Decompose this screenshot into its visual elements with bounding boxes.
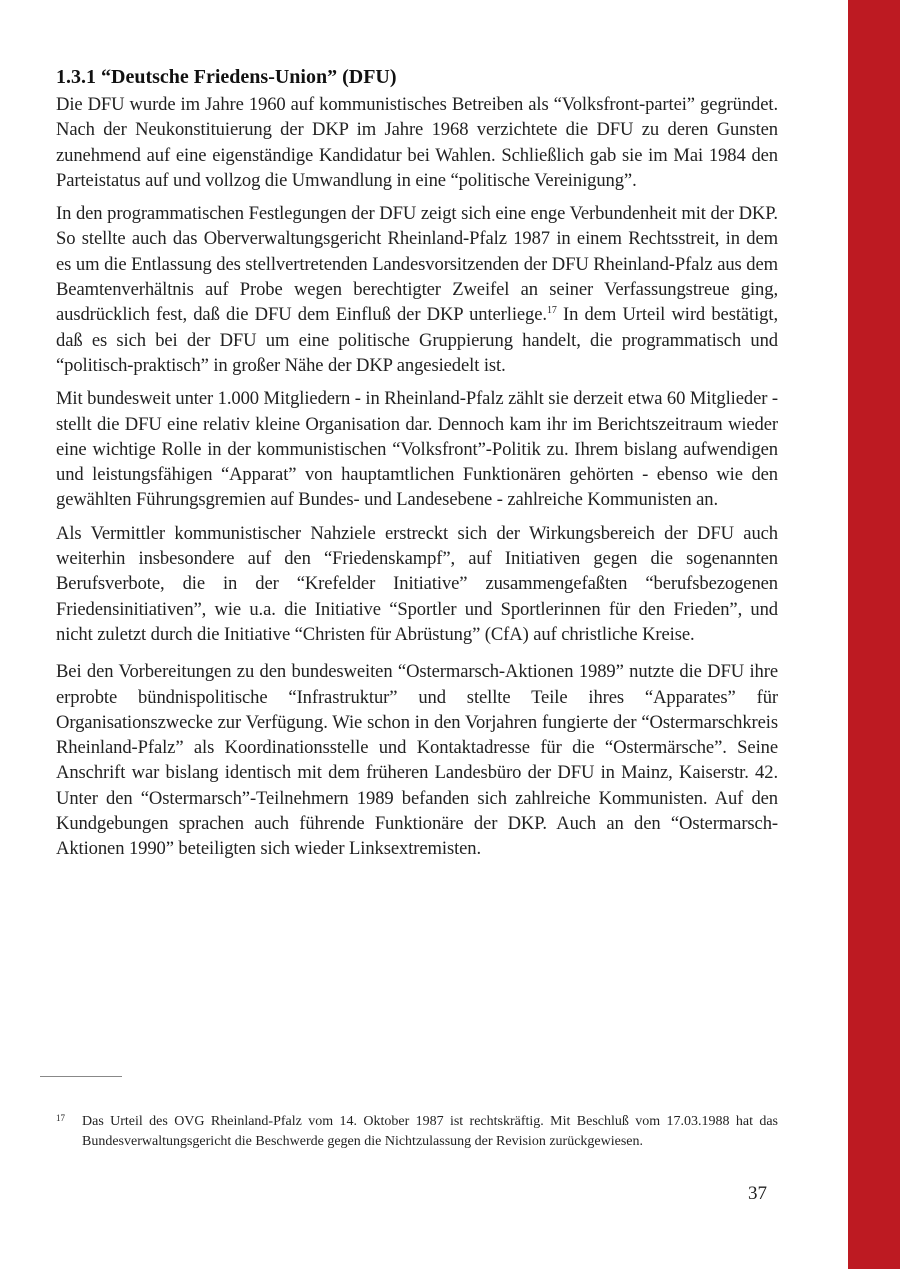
footnote bbox=[56, 1112, 778, 1151]
main-content bbox=[56, 64, 778, 870]
footnote-reference: 17 bbox=[546, 305, 557, 317]
paragraph-2 bbox=[56, 201, 778, 378]
section-heading: 1.3.1 “Deutsche Friedens-Union” (DFU) bbox=[56, 66, 397, 88]
paragraph-4: Als Vermittler kommunistischer Nahziele erstreckt sich der Wirkungsbereich der DFU auch weiterhin insbesondere auf den “Friedenskampf”, auf Initiativen gegen die sogenannten Berufsverbote, die in der “Krefelder Initiative” zusammengefaßten “berufsbezogenen Friedensinitiativen”, wie u.a. die Initiative “Sportler und Sportlerinnen für den Frieden”, und nicht zuletzt durch die Initiative “Christen für Abrüstung” (CfA) auf christliche Kreise. bbox=[56, 522, 778, 645]
paragraph-1: Die DFU wurde im Jahre 1960 auf kommunistisches Betreiben als “Volksfront-partei” gegründet. Nach der Neukonstituierung der DKP im Jahre 1968 verzichtete die DFU zu deren Gunsten zunehmend auf eine eigenständige Kandidatur bei Wahlen. Schließlich gab sie im Mai 1984 den Parteistatus auf und vollzog die Umwandlung in eine “politische Vereinigung”. bbox=[56, 94, 778, 191]
footnote-divider bbox=[40, 1076, 122, 1077]
footnote-text: Das Urteil des OVG Rheinland-Pfalz vom 14. Oktober 1987 ist rechtskräftig. Mit Beschluß vom 17.03.1988 hat das Bundesverwaltungsgericht die Beschwerde gegen die Nichtzulassung der Revision zurückgewiesen. bbox=[82, 1114, 778, 1149]
paragraph-3: Mit bundesweit unter 1.000 Mitgliedern - in Rheinland-Pfalz zählt sie derzeit etwa 60 Mitglieder - stellt die DFU eine relativ kleine Organisation dar. Dennoch kam ihr im Berichtszeitraum wieder eine wichtige Rolle in der kommunistischen “Volksfront”-Politik zu. Ihrem bislang aufwendigen und leistungsfähigen “Apparat” von hauptamtlichen Funktionären gehörten - ebenso wie den gewählten Führungsgremien auf Bundes- und Landesebene - zahlreiche Kommunisten an. bbox=[56, 388, 778, 511]
footnote-number: 17 bbox=[56, 1113, 65, 1123]
paragraph-2-text: In den programmatischen Festlegungen der DFU zeigt sich eine enge Verbundenheit mit der DKP. So stellte auch das Oberverwaltungsgericht Rheinland-Pfalz 1987 in einem Rechtsstreit, in dem es um die Entlassung des stellvertretenden Landesvorsitzenden der DFU Rheinland-Pfalz aus dem Beamtenverhältnis auf Probe wegen berechtigter Zweifel an seiner Verfassungstreue ging, ausdrücklich fest, daß die DFU dem Einfluß der DKP unterliege. bbox=[56, 203, 778, 326]
paragraph-5: Bei den Vorbereitungen zu den bundesweiten “Ostermarsch-Aktionen 1989” nutzte die DFU ihre erprobte bündnispolitische “Infrastruktur” und stellte Teile ihres “Apparates” für Organisationszwecke zur Verfügung. Wie schon in den Vorjahren fungierte der “Ostermarschkreis Rheinland-Pfalz” als Koordinationsstelle und Kontaktadresse für die “Ostermärsche”. Seine Anschrift war bislang identisch mit dem früheren Landesbüro der DFU in Mainz, Kaiserstr. 42. Unter den “Ostermarsch”-Teilnehmern 1989 befanden sich zahlreiche Kommunisten. Auf den Kundgebungen sprachen auch führende Funktionäre der DKP. Auch an den “Ostermarsch-Aktionen 1990” beteiligten sich wieder Linksextremisten. bbox=[56, 661, 778, 860]
page-number: 37 bbox=[748, 1183, 767, 1204]
red-margin-bar bbox=[848, 0, 900, 1269]
paragraph-2-continuation: In dem Urteil wird bestätigt, daß es sich bei der DFU um eine politische Gruppierung handelt, die programmatisch und “politisch-praktisch” in großer Nähe der DKP angesiedelt ist. bbox=[56, 304, 778, 376]
